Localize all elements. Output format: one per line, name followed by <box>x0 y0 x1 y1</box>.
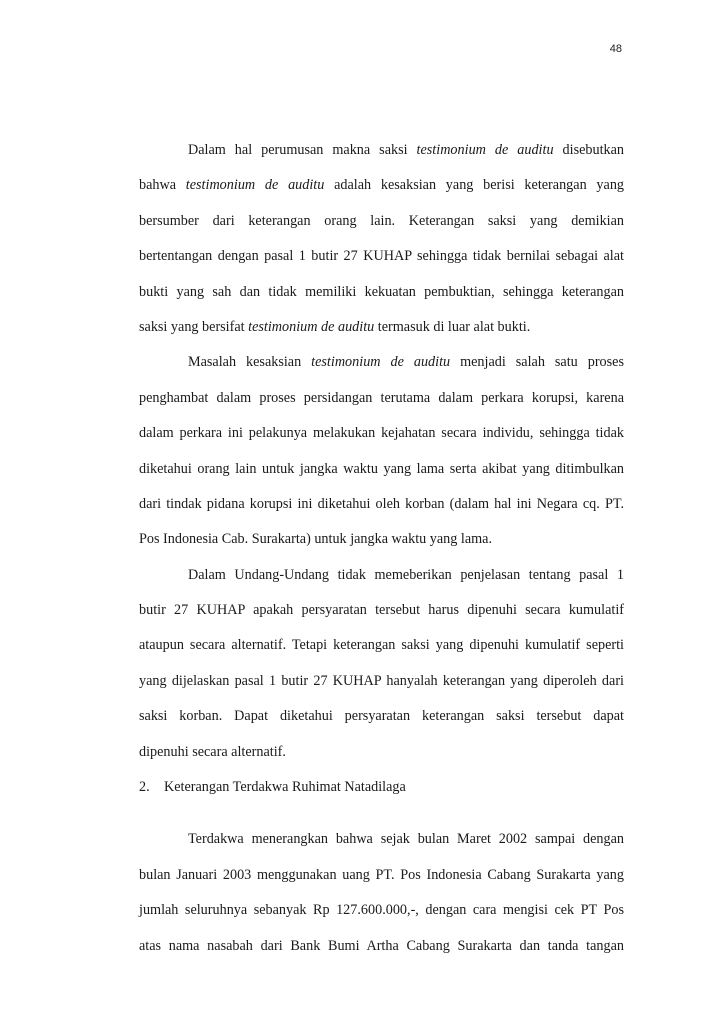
text-line: bahwa testimonium de auditu adalah kesaksian yang berisi keterangan yang <box>139 177 625 194</box>
text-line: penghambat dalam proses persidangan terutama dalam perkara korupsi, karena <box>139 389 624 406</box>
text-line: yang dijelaskan pasal 1 butir 27 KUHAP hanyalah keterangan yang diperoleh dari <box>139 672 624 689</box>
text-line: diketahui orang lain untuk jangka waktu yang lama serta akibat yang ditimbulkan <box>139 460 624 477</box>
section-heading <box>139 770 624 805</box>
italic-term: testimonium de auditu <box>311 354 451 371</box>
text-line: Dalam hal perumusan makna saksi testimonium de auditu disebutkan <box>188 142 625 158</box>
paragraphs <box>139 133 624 770</box>
text-line: atas nama nasabah dari Bank Bumi Artha Cabang Surakarta dan tanda tangan <box>139 937 624 954</box>
closing-paragraph <box>139 822 624 964</box>
document-body <box>139 133 624 964</box>
paragraph <box>139 345 624 557</box>
text-line: bukti yang sah dan tidak memiliki kekuatan pembuktian, sehingga keterangan <box>139 283 624 300</box>
text-line: saksi korban. Dapat diketahui persyaratan keterangan saksi tersebut dapat <box>139 708 624 725</box>
text-line: ataupun secara alternatif. Tetapi keterangan saksi yang dipenuhi kumulatif seperti <box>139 637 624 654</box>
paragraph <box>139 133 624 345</box>
text-line: jumlah seluruhnya sebanyak Rp 127.600.000,-, dengan cara mengisi cek PT Pos <box>139 902 624 919</box>
italic-term: testimonium de auditu <box>185 177 325 194</box>
text-line: dari tindak pidana korupsi ini diketahui oleh korban (dalam hal ini Negara cq. PT. <box>139 495 624 512</box>
italic-term: testimonium de auditu <box>416 142 554 158</box>
paragraph <box>139 558 624 770</box>
page-number: 48 <box>609 43 622 55</box>
text-line: Masalah kesaksian testimonium de auditu menjadi salah satu proses <box>188 354 624 371</box>
text-line: butir 27 KUHAP apakah persyaratan tersebut harus dipenuhi secara kumulatif <box>139 602 624 619</box>
text-line: dalam perkara ini pelakunya melakukan kejahatan secara individu, sehingga tidak <box>139 425 624 442</box>
section-number: 2. <box>139 779 150 796</box>
section-title: Keterangan Terdakwa Ruhimat Natadilaga <box>164 779 406 796</box>
text-line: Dalam Undang-Undang tidak memeberikan penjelasan tentang pasal 1 <box>188 566 624 583</box>
text-line: dipenuhi secara alternatif. <box>139 743 286 760</box>
text-line: Terdakwa menerangkan bahwa sejak bulan Maret 2002 sampai dengan <box>188 831 624 848</box>
text-line: saksi yang bersifat testimonium de auditu termasuk di luar alat bukti. <box>139 318 531 335</box>
italic-term: testimonium de auditu <box>248 318 375 335</box>
text-line: Pos Indonesia Cab. Surakarta) untuk jangka waktu yang lama. <box>139 531 493 548</box>
text-line: bersumber dari keterangan orang lain. Keterangan saksi yang demikian <box>139 212 624 229</box>
text-line: bulan Januari 2003 menggunakan uang PT. Pos Indonesia Cabang Surakarta yang <box>139 866 624 883</box>
text-line: bertentangan dengan pasal 1 butir 27 KUHAP sehingga tidak bernilai sebagai alat <box>139 248 624 265</box>
